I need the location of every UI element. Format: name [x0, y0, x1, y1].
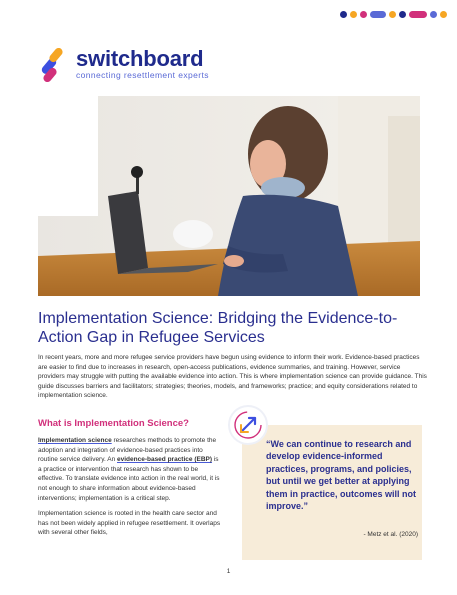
decorative-dot	[340, 11, 347, 18]
decorative-dot	[440, 11, 447, 18]
switchboard-logo	[38, 48, 208, 84]
decorative-dot	[350, 11, 357, 18]
logo-wordmark: switchboard	[76, 46, 204, 71]
decorative-dot	[370, 11, 386, 18]
decorative-dot	[389, 11, 396, 18]
switchboard-logo-icon	[38, 48, 68, 82]
compass-arrow-icon	[228, 405, 268, 445]
decorative-dot-strip	[340, 11, 450, 19]
decorative-dot	[430, 11, 437, 18]
decorative-dot	[409, 11, 427, 18]
definition-text-a: researches methods to promote the adoption and integration of evidence-based practices into routine service delivery. An	[38, 437, 217, 464]
term-ebp: evidence-based practice (EBP)	[117, 456, 213, 464]
page-title: Implementation Science: Bridging the Evidence-to-Action Gap in Refugee Services	[38, 310, 398, 346]
logo-tagline: connecting resettlement experts	[76, 70, 209, 80]
context-paragraph: Implementation science is rooted in the health care sector and has not been widely applied in refugee resettlement. It overlaps with several other fields,	[38, 510, 221, 537]
decorative-dot	[399, 11, 406, 18]
section-heading: What is Implementation Science?	[38, 418, 189, 429]
quote-text: “We can continue to research and develop evidence-informed practices, programs, and policies, but until we get better at applying them in practice, outcomes will not improve.”	[266, 439, 417, 512]
intro-paragraph: In recent years, more and more refugee service providers have begun using evidence to inform their work. Evidence-based practices are easier to find due to increases in research, open-access publications, evidence summaries, and training. However, service providers may struggle with putting the available evidence into action. This is where implementation science can provide guidance. This guide discusses barriers and facilitators; strategies; theories, models, and frameworks; practice; and equity considerations related to implementation science.	[38, 354, 427, 400]
definition-text-b: is a practice or intervention that research has shown to be effective. To translate evidence into action in the real world, it is not enough to share information about evidence-based interventions; implementation is a critical step.	[38, 456, 220, 502]
woman-at-laptop-photo	[38, 96, 420, 296]
page-number: 1	[226, 568, 231, 575]
body-column	[38, 436, 223, 544]
definition-paragraph	[38, 436, 223, 503]
decorative-dot	[360, 11, 367, 18]
term-implementation-science: Implementation science	[38, 437, 112, 444]
quote-attribution: - Metz et al. (2020)	[363, 531, 418, 538]
